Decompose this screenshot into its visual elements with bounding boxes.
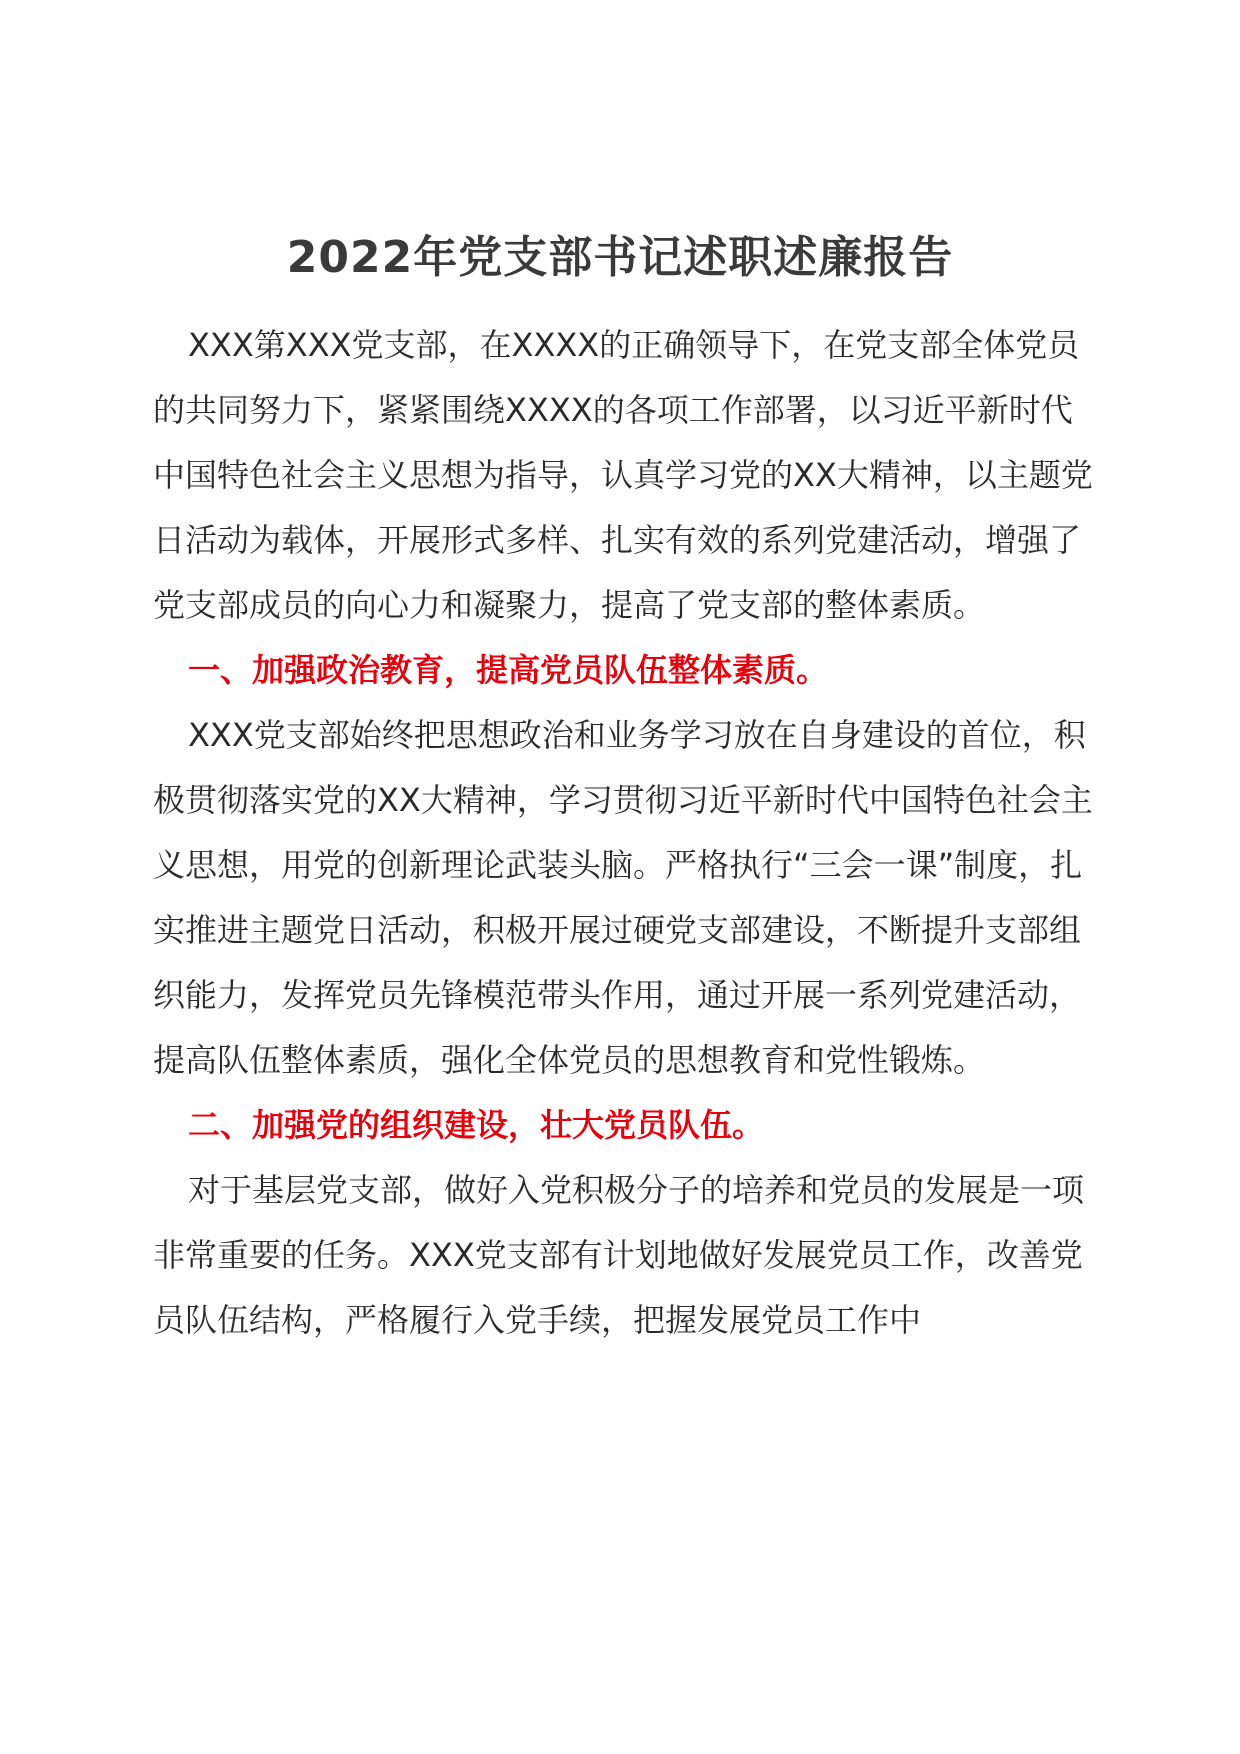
section-1-paragraph: XXX党支部始终把思想政治和业务学习放在自身建设的首位，积极贯彻落实党的XX大精神，学习贯彻习近平新时代中国特色社会主义思想，用党的创新理论武装头脑。严格执行“三会一课”制度，扎实推进主题党日活动，积极开展过硬党支部建设，不断提升支部组织能力，发挥党员先锋模范带头作用，通过开展一系列党建活动，提高队伍整体素质，强化全体党员的思想教育和党性锻炼。 <box>153 716 1093 1079</box>
section-2-paragraph: 对于基层党支部，做好入党积极分子的培养和党员的发展是一项非常重要的任务。XXX党支部有计划地做好发展党员工作，改善党员队伍结构，严格履行入党手续，把握发展党员工作中 <box>153 1171 1085 1339</box>
intro-paragraph: XXX第XXX党支部，在XXXX的正确领导下，在党支部全体党员的共同努力下，紧紧围绕XXXX的各项工作部署，以习近平新时代中国特色社会主义思想为指导，认真学习党的XX大精神，以主题党日活动为载体，开展形式多样、扎实有效的系列党建活动，增强了党支部成员的向心力和凝聚力，提高了党支部的整体素质。 <box>153 326 1093 624</box>
document-body <box>153 313 1093 1353</box>
document-title: 2022年党支部书记述职述廉报告 <box>286 232 954 283</box>
section-heading-2: 二、加强党的组织建设，壮大党员队伍。 <box>188 1106 765 1144</box>
section-heading-1: 一、加强政治教育，提高党员队伍整体素质。 <box>188 651 829 689</box>
